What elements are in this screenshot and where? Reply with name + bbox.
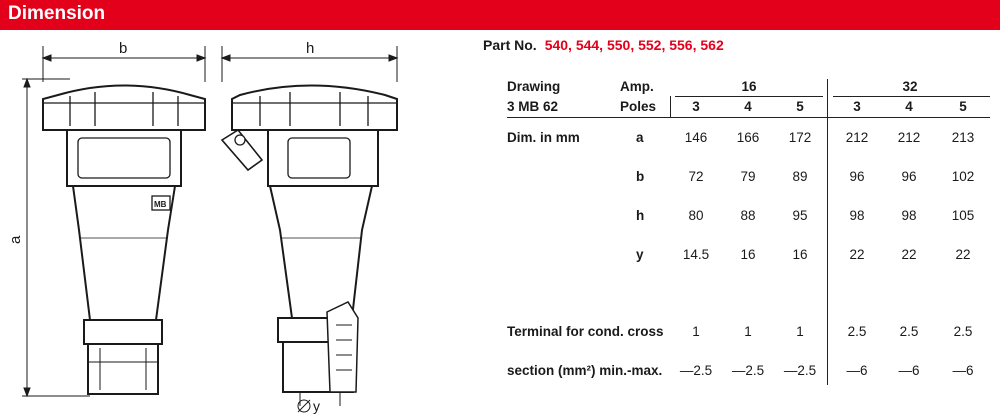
table-cell: 79 xyxy=(740,169,756,184)
part-number-line xyxy=(483,37,724,53)
drawing-code: 3 MB 62 xyxy=(507,99,559,114)
poles-label: Poles xyxy=(620,99,657,114)
dim-label-h: h xyxy=(306,40,315,57)
amp-rule-16 xyxy=(675,96,823,97)
dim-label-y: y xyxy=(313,398,320,414)
table-cell: 96 xyxy=(849,169,865,184)
table-cell: 213 xyxy=(951,130,975,145)
header-rule xyxy=(507,117,990,118)
table-cell: 212 xyxy=(897,130,921,145)
connector-side-view xyxy=(222,86,397,393)
table-cell: 88 xyxy=(740,208,756,223)
row-key: h xyxy=(636,208,645,223)
poles-value: 4 xyxy=(744,99,752,114)
poles-value: 5 xyxy=(959,99,967,114)
table-cell: 16 xyxy=(740,247,756,262)
table-cell: —6 xyxy=(952,363,974,378)
table-cell: 80 xyxy=(688,208,704,223)
table-cell: 172 xyxy=(788,130,812,145)
part-numbers: 540, 544, 550, 552, 556, 562 xyxy=(544,37,724,53)
poles-value: 4 xyxy=(905,99,913,114)
table-cell: 105 xyxy=(951,208,975,223)
terminal-label: Terminal for cond. cross xyxy=(507,324,664,339)
row-label: Dim. in mm xyxy=(507,130,580,145)
amp-value-16: 16 xyxy=(741,79,757,94)
row-key: b xyxy=(636,169,645,184)
table-cell: 95 xyxy=(792,208,808,223)
brand-logo: MB xyxy=(154,200,167,209)
section-title: Dimension xyxy=(8,3,106,24)
table-cell: 98 xyxy=(901,208,917,223)
table-cell: 212 xyxy=(845,130,869,145)
header-divider xyxy=(670,96,671,117)
table-cell: 89 xyxy=(792,169,808,184)
table-cell: 96 xyxy=(901,169,917,184)
table-cell: 22 xyxy=(955,247,971,262)
poles-value: 3 xyxy=(853,99,861,114)
table-cell: 22 xyxy=(849,247,865,262)
table-cell: 16 xyxy=(792,247,808,262)
table-cell: 1 xyxy=(744,324,752,339)
table-cell: 1 xyxy=(796,324,804,339)
table-cell: 14.5 xyxy=(682,247,710,262)
table-cell: 1 xyxy=(692,324,700,339)
drawing-label: Drawing xyxy=(507,79,561,94)
technical-drawing xyxy=(0,30,480,420)
table-cell: 2.5 xyxy=(899,324,919,339)
column-divider xyxy=(827,79,828,385)
table-cell: —6 xyxy=(846,363,868,378)
table-cell: 102 xyxy=(951,169,975,184)
header-bar xyxy=(0,0,1000,30)
table-cell: 146 xyxy=(684,130,708,145)
table-cell: —6 xyxy=(898,363,920,378)
terminal-label: section (mm²) min.-max. xyxy=(507,363,663,378)
dim-label-b: b xyxy=(119,40,128,57)
row-key: a xyxy=(636,130,644,145)
part-label: Part No. xyxy=(483,37,537,53)
connector-front-view xyxy=(43,86,205,395)
table-cell: —2.5 xyxy=(731,363,765,378)
row-key: y xyxy=(636,247,644,262)
poles-value: 3 xyxy=(692,99,700,114)
amp-rule-32 xyxy=(833,96,990,97)
dim-label-a: a xyxy=(7,235,24,244)
table-cell: 166 xyxy=(736,130,760,145)
amp-value-32: 32 xyxy=(902,79,918,94)
table-cell: 22 xyxy=(901,247,917,262)
table-cell: —2.5 xyxy=(679,363,713,378)
table-cell: 2.5 xyxy=(847,324,867,339)
table-cell: 2.5 xyxy=(953,324,973,339)
table-cell: —2.5 xyxy=(783,363,817,378)
amp-label: Amp. xyxy=(620,79,654,94)
table-cell: 98 xyxy=(849,208,865,223)
poles-value: 5 xyxy=(796,99,804,114)
table-cell: 72 xyxy=(688,169,704,184)
